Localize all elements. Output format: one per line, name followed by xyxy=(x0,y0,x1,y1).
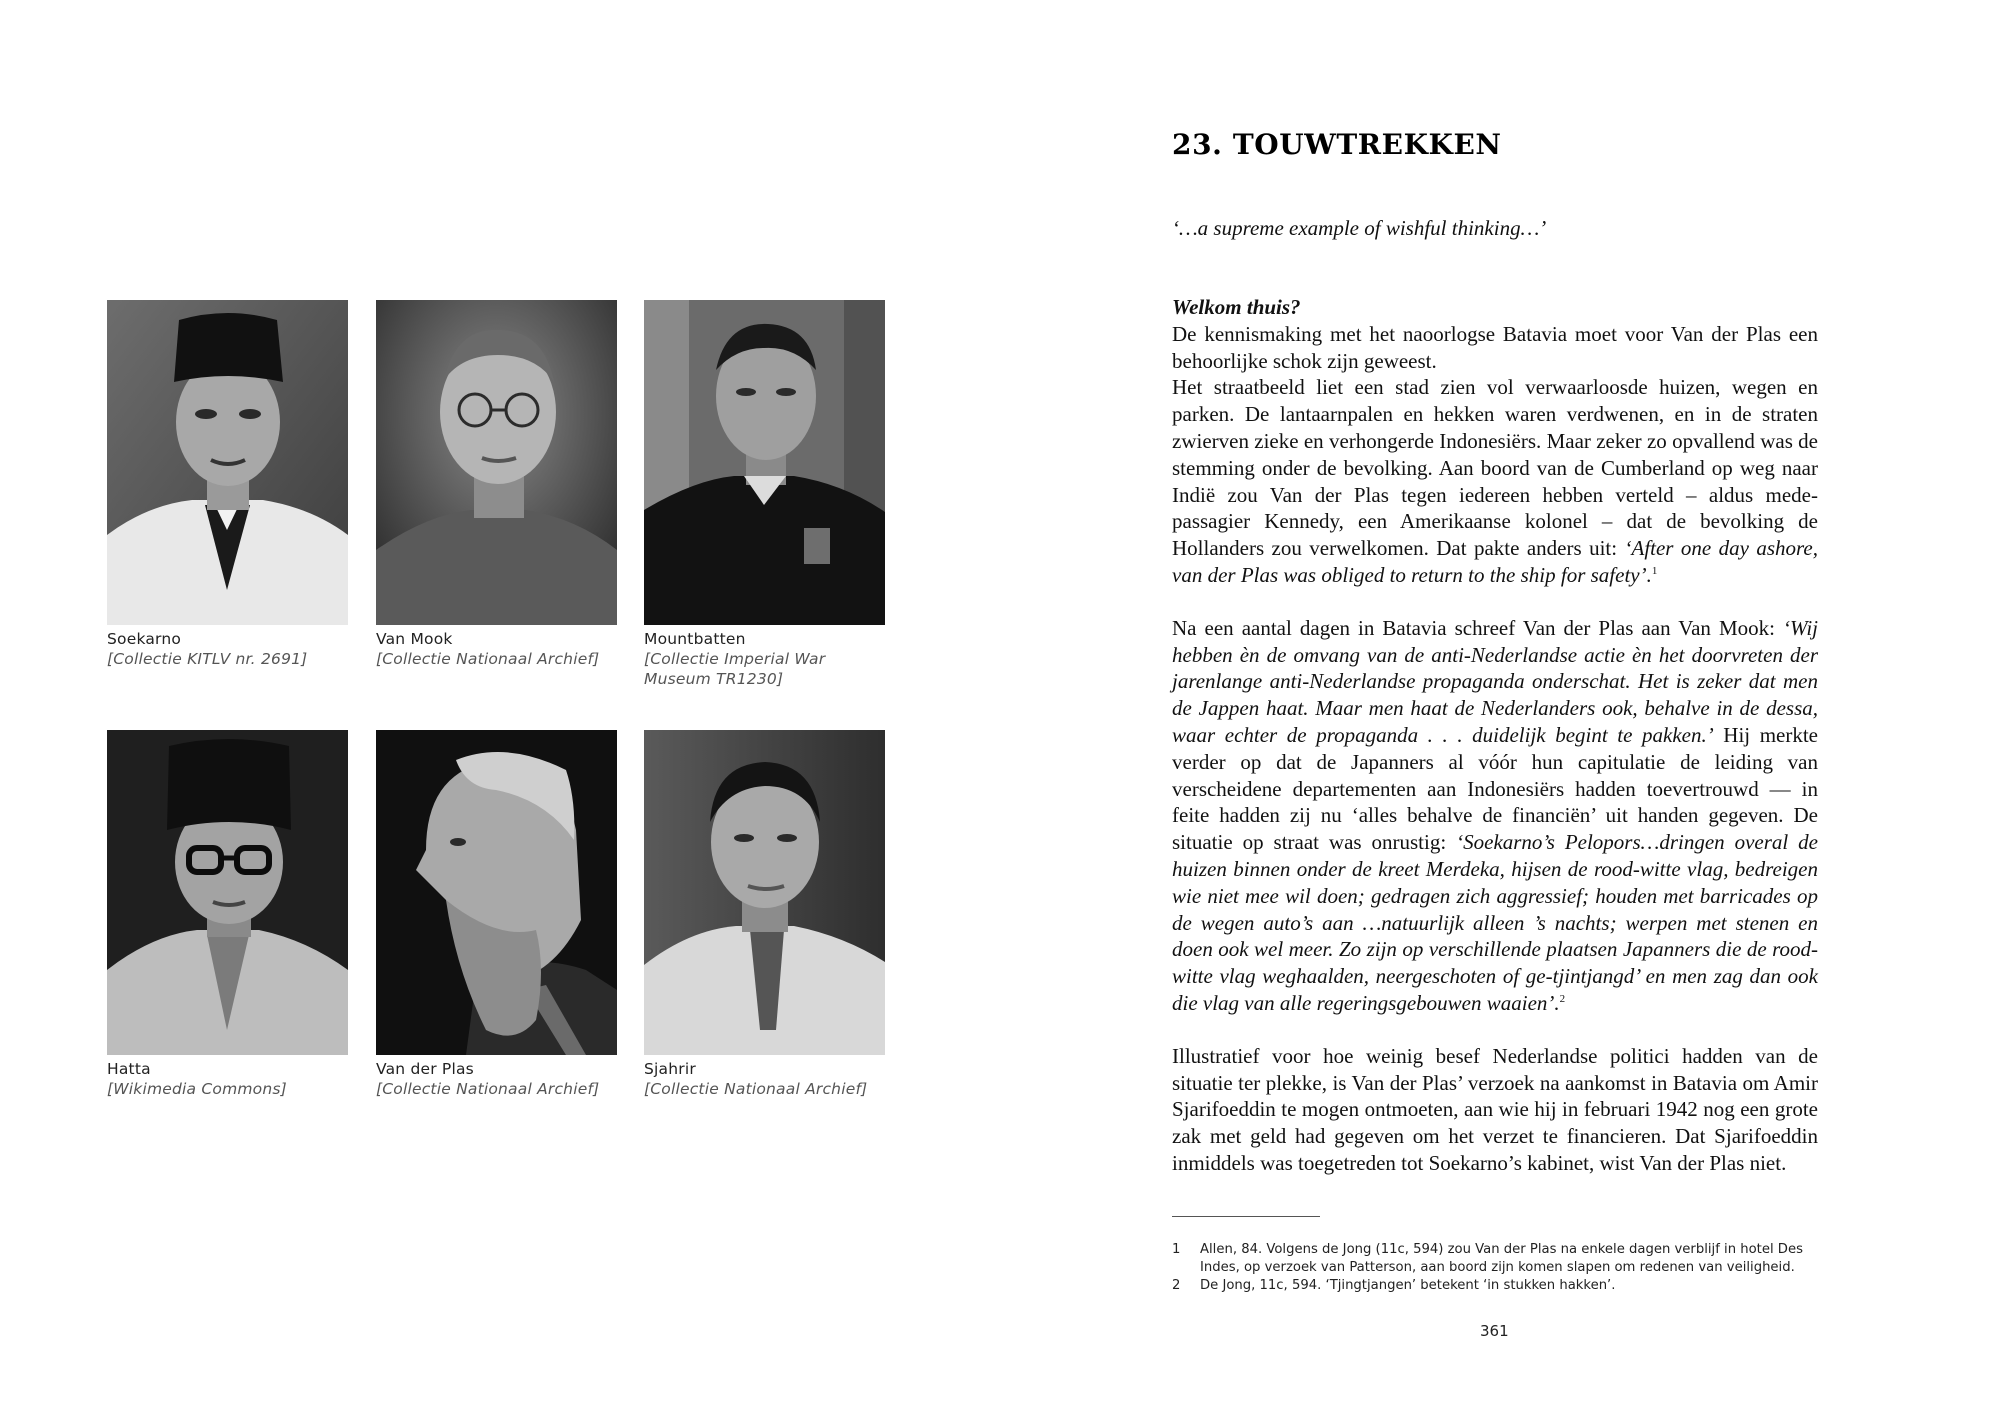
portrait-photo-van-mook xyxy=(376,300,617,625)
footnote-number: 2 xyxy=(1172,1278,1181,1293)
caption-source: [Wikimedia Commons] xyxy=(107,1080,287,1098)
chapter-title: 23. TOUWTREKKEN xyxy=(1172,128,1502,161)
footnote-ref: 2 xyxy=(1559,992,1566,1005)
portrait-photo-van-der-plas xyxy=(376,730,617,1055)
photo-card-hatta xyxy=(107,730,348,1099)
caption-source: [Collectie Nationaal Archief] xyxy=(376,1080,600,1098)
paragraph xyxy=(1172,1043,1818,1177)
paragraph-text: De kennismaking met het naoorlogse Batavia moet voor Van der Plas een behoorlijke schok zijn geweest. xyxy=(1172,321,1818,373)
caption-source: [Collectie Imperial War Museum TR1230] xyxy=(644,650,826,688)
paragraph xyxy=(1172,294,1818,589)
paragraph-text: Na een aantal dagen in Batavia schreef Van der Plas aan Van Mook: xyxy=(1172,615,1783,640)
caption-source: [Collectie Nationaal Archief] xyxy=(376,650,600,668)
body-text xyxy=(1172,294,1818,1177)
footnote-text: De Jong, 11c, 594. ‘Tjingtjangen’ betekent ‘in stukken hakken’. xyxy=(1200,1278,1616,1293)
caption-name: Mountbatten xyxy=(644,630,746,648)
paragraph-text: Illustratief voor hoe weinig besef Nederlandse politici hadden van de situatie ter plekke, is Van der Plas’ verzoek na aankomst in Batavia om Amir Sjarifoeddin te mogen ontmoeten, aan wie hij in februari 1942 nog een grote zak met geld had gegeven om het verzet te financieren. Dat Sjarifoeddin inmiddels was toegetreden tot Soekarno’s kabinet, wist Van der Plas niet. xyxy=(1172,1043,1818,1175)
caption-name: Van der Plas xyxy=(376,1060,474,1078)
caption-name: Sjahrir xyxy=(644,1060,696,1078)
quote-text: ‘Soekarno’s Pelopors…dringen overal de huizen binnen onder de kreet Merdeka, hijsen de rood-witte vlag, bedreigen wie niet mee wil doen; gedragen zich aggressief; houden met barricades op de wegen auto’s aan …natuurlijk alleen ’s nachts; werpen met stenen en doen ook wel meer. Zo zijn op verschillende plaatsen Japanners die de rood-witte vlag weghaalden, neergeschoten of ge-tjintjangd’ en men zag dan ook die vlag van alle regeringsgebouwen waaien’. xyxy=(1172,830,1818,1015)
paragraph-text: Hij merkte verder op dat de Japanners al vóór hun capitulatie de leiding van verscheidene departementen aan Indonesiërs hadden toevertrouwd — in feite hadden zij nu ‘alles behalve de financiën’ uit handen gegeven. De situatie op straat was onrustig: xyxy=(1172,722,1818,855)
photo-card-sjahrir xyxy=(644,730,885,1099)
footnote xyxy=(1172,1277,1812,1295)
footnote-ref: 1 xyxy=(1651,564,1658,577)
text-page xyxy=(1172,124,1818,1175)
footnote xyxy=(1172,1241,1812,1277)
paragraph-text: Het straatbeeld liet een stad zien vol verwaarloosde huizen, wegen en parken. De lantaarnpalen en hekken waren verdwenen, en in de straten zwierven zieke en verhongerde Indonesiërs. Maar zeker zo opvallend was de stemming onder de bevolking. Aan boord van de Cumberland op weg naar Indië zou Van der Plas tegen iedereen hebben verteld – aldus mede-passagier Kennedy, een Amerikaanse kolonel – dat de bevolking de Hollanders zou verwelkomen. Dat pakte anders uit: xyxy=(1172,375,1818,561)
photo-card-mountbatten xyxy=(644,300,885,689)
footnote-text: Allen, 84. Volgens de Jong (11c, 594) zou Van der Plas na enkele dagen verblijf in hotel Des Indes, op verzoek van Patterson, aan boord zijn komen slapen om redenen van veiligheid. xyxy=(1200,1242,1803,1275)
photo-card-van-mook xyxy=(376,300,617,669)
portrait-photo-sjahrir xyxy=(644,730,885,1055)
caption-name: Van Mook xyxy=(376,630,453,648)
section-subheading: Welkom thuis? xyxy=(1172,295,1301,319)
portrait-photo-mountbatten xyxy=(644,300,885,625)
photo-card-soekarno xyxy=(107,300,348,669)
caption-source: [Collectie Nationaal Archief] xyxy=(644,1080,868,1098)
photo-card-van-der-plas xyxy=(376,730,617,1099)
quote-text: ‘Wij hebben èn de omvang van de anti-Nederlandse actie èn het doorvreten der jarenlange anti-Nederlandse propaganda onderschat. Het is zeker dat men de Jappen haat. Maar men haat de Nederlanders ook, behalve in de dessa, waar echter de propaganda . . . duidelijk begint te pakken.’ xyxy=(1172,615,1818,747)
caption-source: [Collectie KITLV nr. 2691] xyxy=(107,650,308,668)
footnotes xyxy=(1172,1241,1812,1295)
quote-text: ‘After one day ashore, van der Plas was obliged to return to the ship for safety’. xyxy=(1172,536,1818,587)
caption-name: Hatta xyxy=(107,1060,151,1078)
footnote-divider xyxy=(1172,1216,1320,1217)
caption-name: Soekarno xyxy=(107,630,182,648)
portrait-photo-hatta xyxy=(107,730,348,1055)
footnote-number: 1 xyxy=(1172,1242,1181,1257)
page-number: 361 xyxy=(1480,1322,1509,1340)
paragraph xyxy=(1172,615,1818,1017)
epigraph: ‘…a supreme example of wishful thinking…’ xyxy=(1172,216,1547,240)
portrait-photo-soekarno xyxy=(107,300,348,625)
